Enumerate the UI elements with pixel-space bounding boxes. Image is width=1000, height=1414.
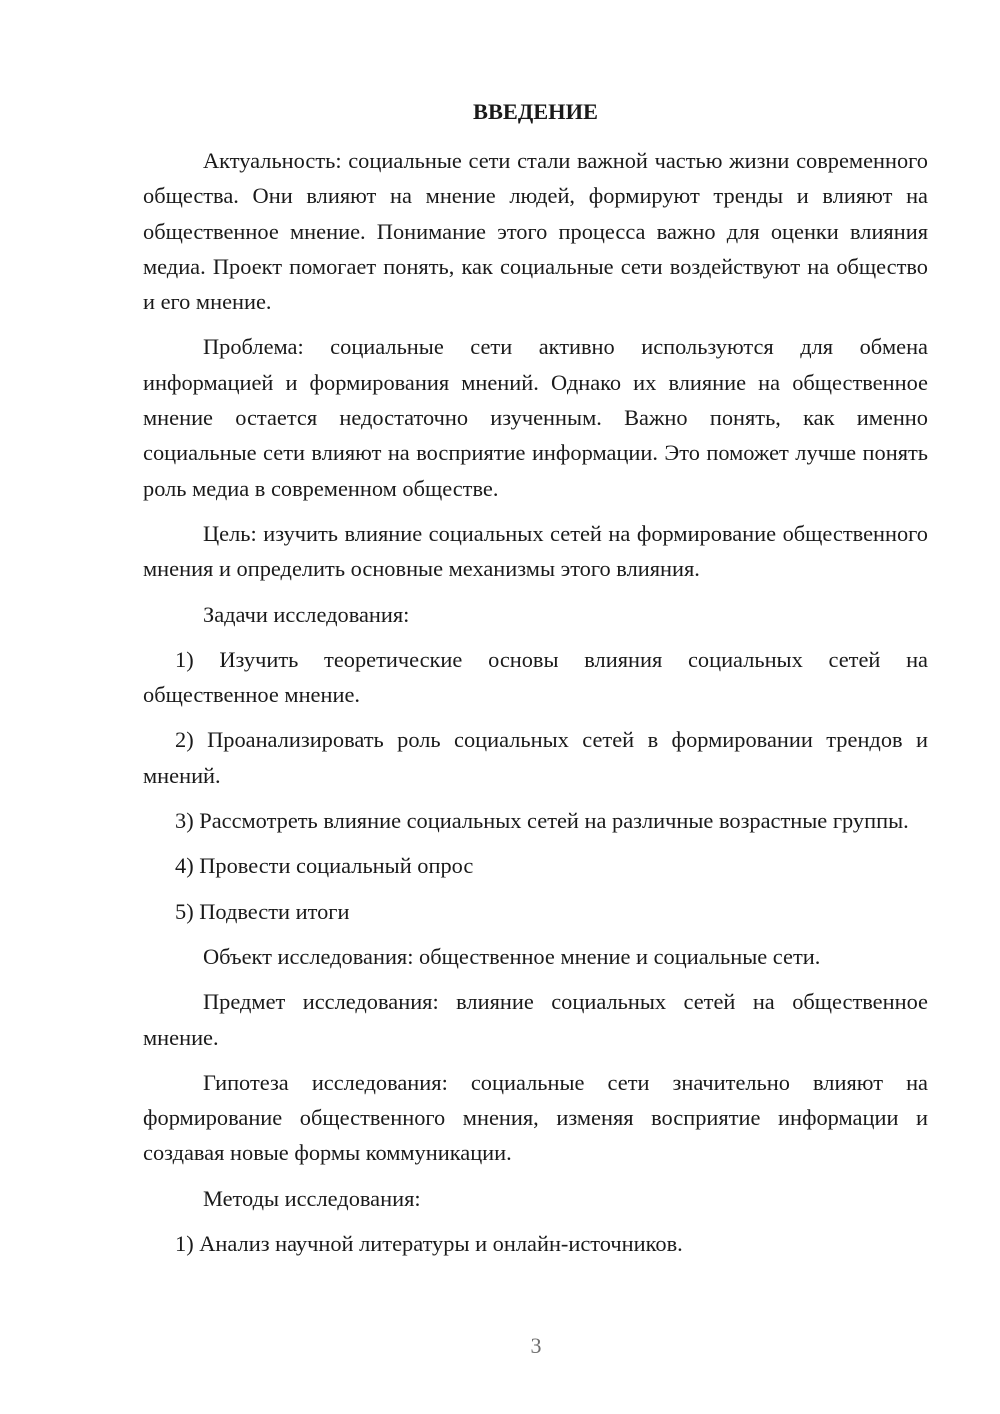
task-item: 1) Изучить теоретические основы влияния социальных сетей на общественное мнение. (143, 646, 928, 708)
object-paragraph: Объект исследования: общественное мнение и социальные сети. (203, 943, 821, 969)
tasks-heading: Задачи исследования: (203, 601, 410, 627)
methods-heading: Методы исследования: (203, 1185, 421, 1211)
page-content (143, 94, 928, 1271)
task-item: 3) Рассмотреть влияние социальных сетей на различные возрастные группы. (175, 808, 909, 834)
relevance-paragraph: Актуальность: социальные сети стали важной частью жизни современного общества. Они влияют на мнение людей, формируют тренды и влияют на общественное мнение. Понимание этого процесса важно для оценки влияния медиа. Проект помогает понять, как социальные сети воздействуют на общество и его мнение. (143, 148, 928, 315)
subject-paragraph: Предмет исследования: влияние социальных сетей на общественное мнение. (143, 989, 928, 1050)
task-item: 5) Подвести итоги (175, 898, 350, 924)
goal-paragraph: Цель: изучить влияние социальных сетей на формирование общественного мнения и определить основные механизмы этого влияния. (143, 520, 928, 582)
hypothesis-paragraph: Гипотеза исследования: социальные сети значительно влияют на формирование общественного мнения, изменяя восприятие информации и создавая новые формы коммуникации. (143, 1069, 928, 1166)
task-item: 4) Провести социальный опрос (175, 853, 474, 879)
method-item: 1) Анализ научной литературы и онлайн-источников. (175, 1231, 683, 1257)
problem-paragraph: Проблема: социальные сети активно используются для обмена информацией и формирования мнений. Однако их влияние на общественное мнение остается недостаточно изученным. Важно понять, как именно социальные сети влияют на восприятие информации. Это поможет лучше понять роль медиа в современном обществе. (143, 334, 928, 501)
task-item: 2) Проанализировать роль социальных сетей в формировании трендов и мнений. (143, 727, 928, 788)
page-number: 3 (530, 1333, 542, 1358)
section-title: ВВЕДЕНИЕ (473, 99, 598, 124)
